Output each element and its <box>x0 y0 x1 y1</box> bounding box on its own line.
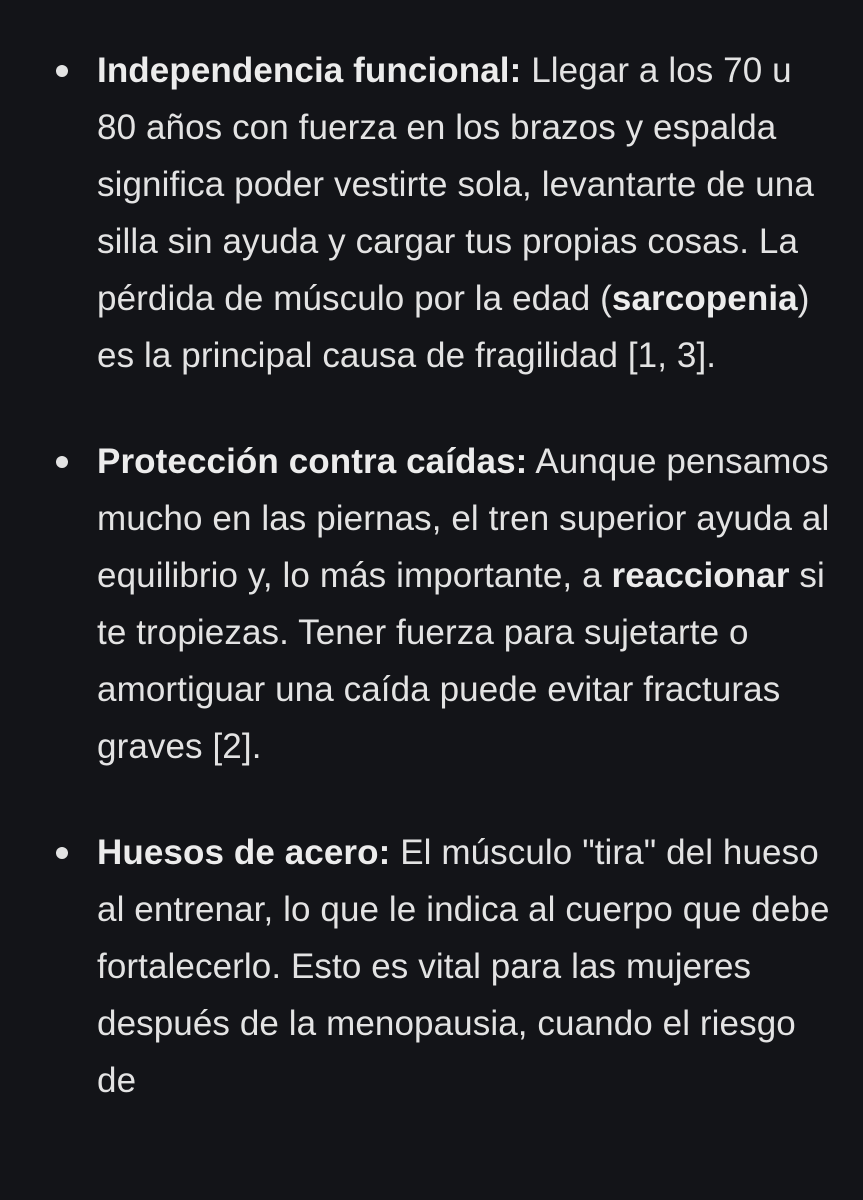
item-text: si te tropiezas. Tener fuerza para sujetarte o amortiguar una caída puede evitar fracturas graves [2]. <box>97 556 825 766</box>
bullet-point-icon <box>56 65 68 77</box>
bullet-point-icon <box>56 847 68 859</box>
item-heading: Huesos de acero: <box>97 833 391 872</box>
item-heading: Independencia funcional: <box>97 51 522 90</box>
item-text: ) es la principal causa de fragilidad [1, 3]. <box>97 279 810 375</box>
item-emphasis: sarcopenia <box>611 279 798 318</box>
bullet-point-icon <box>56 456 68 468</box>
list-item <box>0 824 863 1109</box>
item-text: Aunque pensamos mucho en las piernas, el tren superior ayuda al equilibrio y, lo más importante, a <box>97 442 830 595</box>
bullet-list <box>0 42 863 1109</box>
list-item <box>0 433 863 775</box>
list-item <box>0 42 863 384</box>
item-emphasis: reaccionar <box>611 556 790 595</box>
item-text: El músculo "tira" del hueso al entrenar, lo que le indica al cuerpo que debe fortalecerlo. Esto es vital para las mujeres después de la menopausia, cuando el riesgo de <box>97 833 830 1100</box>
item-heading: Protección contra caídas: <box>97 442 528 481</box>
item-text: Llegar a los 70 u 80 años con fuerza en los brazos y espalda significa poder vestirte sola, levantarte de una silla sin ayuda y cargar tus propias cosas. La pérdida de músculo por la edad ( <box>97 51 814 318</box>
